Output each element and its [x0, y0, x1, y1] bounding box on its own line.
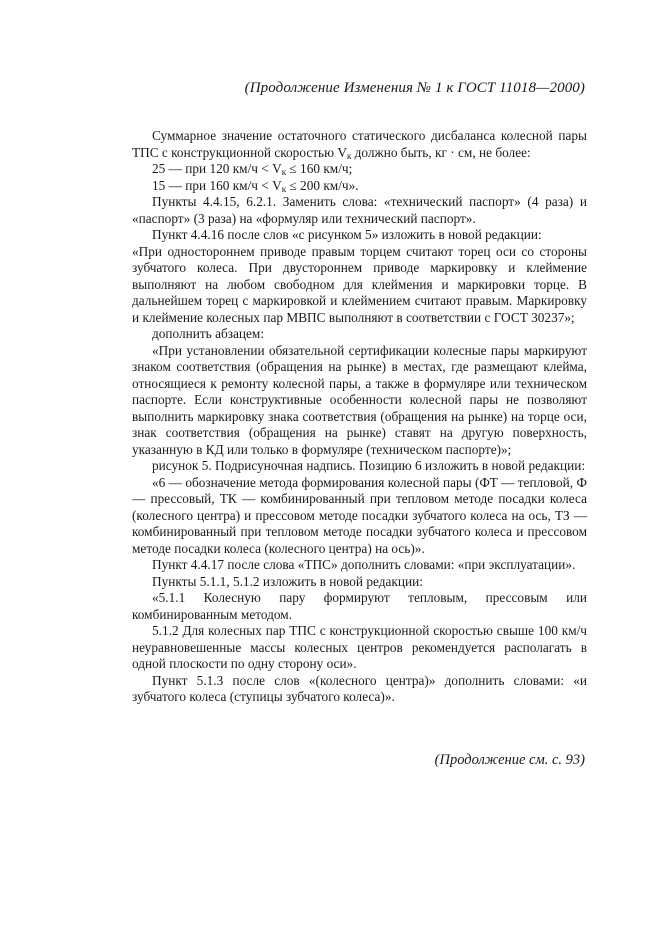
- paragraph-items-4-4-15: Пункты 4.4.15, 6.2.1. Заменить слова: «технический паспорт» (4 раза) и «паспорт» (3 раза) на «формуляр или технический паспорт».: [132, 194, 587, 226]
- paragraph-position-6: «6 — обозначение метода формирования колесной пары (ФТ — тепловой, Ф — прессовый, ТК — комбинированный при тепловом методе посадки колеса (колесного центра) и прессовом методе посадки зубчатого колеса на ось, ТЗ — комбинированный при тепловом методе посадки зубчатого колеса и прессовом методе посадки колеса (колесного центра) на ось)».: [132, 474, 587, 556]
- document-body: [132, 128, 587, 706]
- paragraph-imbalance: Суммарное значение остаточного статического дисбаланса колесной пары ТПС с конструкционной скоростью $V_к$ должно быть, кг · см, не более:: [132, 128, 587, 161]
- paragraph-5-1-2: 5.1.2 Для колесных пар ТПС с конструкционной скоростью свыше 100 км/ч неуравновешенные массы колесных центров рекомендуется располагать в одной плоскости по одну сторону оси».: [132, 623, 587, 671]
- paragraph-item-4-4-16: Пункт 4.4.16 после слов «с рисунком 5» изложить в новой редакции:: [152, 227, 542, 242]
- paragraph-item-4-4-17: Пункт 4.4.17 после слова «ТПС» дополнить словами: «при эксплуатации».: [152, 557, 576, 572]
- paragraph-limit-160: 25 — при 120 $км/ч < V_к \le 160$ км/ч;: [152, 161, 353, 177]
- continuation-header: (Продолжение Изменения № 1 к ГОСТ 11018—2000): [244, 80, 585, 96]
- paragraph-one-sided-drive: «При одностороннем приводе правым торцем считают торец оси со стороны зубчатого колеса. При двустороннем приводе маркировку и клеймение выполняют на любом свободном для клеймения и маркировки торце. В дальнейшем торец с маркировкой и клеймением считают правым. Маркировку и клеймение колесных пар МВПС выполняют в соответствии с ГОСТ 30237»;: [132, 243, 587, 325]
- continuation-footer: (Продолжение см. с. 93): [434, 752, 585, 768]
- paragraph-items-5-1: Пункты 5.1.1, 5.1.2 изложить в новой редакции:: [152, 573, 423, 589]
- paragraph-certification: «При установлении обязательной сертификации колесные пары маркируют знаком соответствия (обращения на рынке) в местах, где размещают клейма, относящиеся к ремонту колесной пары, а также в формуляре или техническом паспорте. Если конструктивные особенности колесной пары не позволяют выполнить маркировку знака соответствия (обращения на рынке) на торце оси, знак соответствия (обращения на рынке) ставят на другую поверхность, указанную в КД или только в формуляре (техническом паспорте)»;: [132, 342, 587, 457]
- paragraph-limit-200: 15 — при 160 $км/ч < V_к \le 200$ км/ч».: [152, 177, 359, 194]
- paragraph-figure-5: рисунок 5. Подрисуночная надпись. Позицию 6 изложить в новой редакции:: [152, 458, 586, 473]
- paragraph-item-5-1-3: Пункт 5.1.3 после слов «(колесного центра)» дополнить словами: «и зубчатого колеса (ступицы зубчатого колеса)».: [132, 672, 587, 704]
- paragraph-add-clause: дополнить абзацем:: [152, 326, 265, 341]
- paragraph-5-1-1: «5.1.1 Колесную пару формируют тепловым, прессовым или комбинированным методом.: [132, 590, 587, 622]
